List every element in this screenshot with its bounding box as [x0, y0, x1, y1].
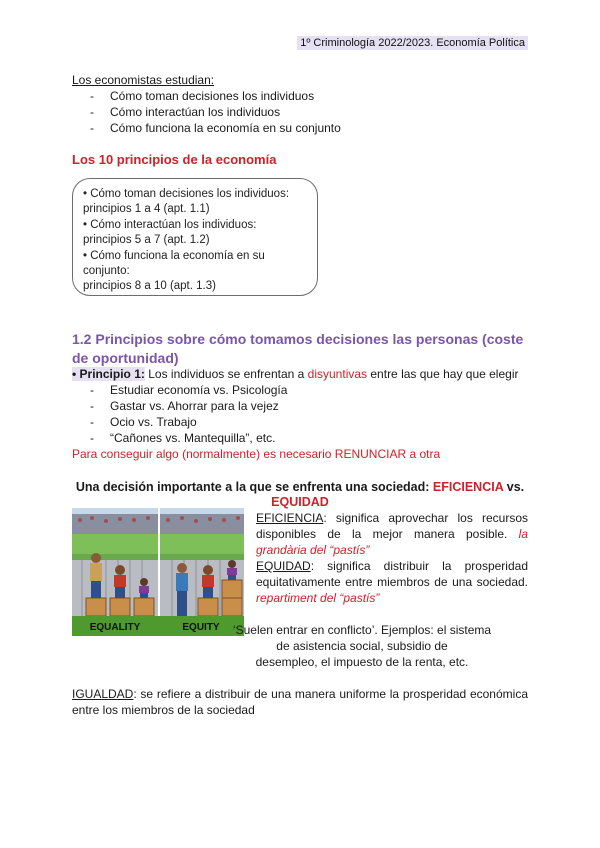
decision-title [72, 480, 528, 510]
equality-equity-illustration [72, 508, 244, 636]
igualdad-def: : se refiere a distribuir de una manera uniforme la prosperidad económica entre los miembros de la sociedad [72, 687, 528, 717]
equity-label: EQUITY [182, 622, 220, 633]
decision-title-vs: vs. [503, 480, 525, 494]
list-item: - Estudiar economía vs. Psicología [90, 382, 542, 398]
intro-list [72, 88, 532, 136]
definitions-block [256, 510, 528, 606]
conflict-note [190, 622, 534, 670]
conflict-line: de asistencia social, subsidio de [276, 639, 448, 653]
eficiencia-catalan: la grandària del “pastís” [256, 527, 528, 557]
equidad-definition [256, 558, 528, 606]
principles-heading: Los 10 principios de la economía [72, 152, 277, 167]
igualdad-term: IGUALDAD [72, 687, 134, 701]
eficiencia-term: EFICIENCIA [256, 511, 324, 525]
principles-summary-box [72, 178, 318, 296]
equidad-term: EQUIDAD [256, 559, 311, 573]
section-1-2-heading: 1.2 Principios sobre cómo tomamos decisiones las personas (coste de oportunidad) [72, 331, 524, 366]
decision-title-equidad: EQUIDAD [271, 495, 329, 509]
principle-1-text-end: entre las que hay que elegir [367, 367, 519, 381]
intro-block [72, 72, 532, 136]
box-line: • Cómo interactúan los individuos: [83, 218, 257, 231]
course-header-tag: 1º Criminología 2022/2023. Economía Política [297, 36, 528, 50]
list-item: - Cómo interactúan los individuos [90, 104, 532, 120]
decision-title-eficiencia: EFICIENCIA [432, 480, 504, 494]
examples-list [72, 382, 542, 446]
equidad-catalan: repartiment del “pastís” [256, 591, 380, 605]
equidad-def: : significa distribuir la prosperidad equitativamente entre miembros de una sociedad. [256, 559, 528, 589]
box-line: principios 5 a 7 (apt. 1.2) [83, 234, 210, 247]
list-item: - Ocio vs. Trabajo [90, 414, 542, 430]
eficiencia-def: : significa aprovechar los recursos disponibles de la mejor manera posible. [256, 511, 528, 541]
box-line: • Cómo funciona la economía en su [83, 249, 265, 262]
decision-title-prefix: Una decisión importante a la que se enfrenta una sociedad: [75, 480, 433, 494]
list-item: - Cómo toman decisiones los individuos [90, 88, 532, 104]
box-line: principios 1 a 4 (apt. 1.1) [83, 203, 210, 216]
igualdad-definition [72, 686, 528, 718]
conflict-line: ‘Suelen entrar en conflicto’. Ejemplos: el sistema [232, 623, 492, 637]
list-item: - Gastar vs. Ahorrar para la vejez [90, 398, 542, 414]
renounce-note: Para conseguir algo (normalmente) es necesario RENUNCIAR a otra [72, 447, 441, 461]
box-line: principios 8 a 10 (apt. 1.3) [83, 280, 216, 293]
principle-1-text: Los individuos se enfrentan a [144, 367, 308, 381]
equality-label: EQUALITY [89, 622, 141, 633]
principle-1-label: Principio 1: [79, 367, 145, 381]
list-item: - Cómo funciona la economía en su conjunto [90, 120, 532, 136]
disyuntivas-term: disyuntivas [307, 367, 368, 381]
principle-1-block [72, 366, 542, 462]
eficiencia-definition [256, 510, 528, 558]
principle-1-bullet: • [72, 367, 77, 381]
box-line: conjunto: [83, 265, 130, 278]
list-item: - “Cañones vs. Mantequilla”, etc. [90, 430, 542, 446]
equality-equity-svg [72, 508, 244, 636]
conflict-line: desempleo, el impuesto de la renta, etc. [255, 655, 469, 669]
intro-heading: Los economistas estudian: [72, 73, 215, 87]
principle-1-line [72, 366, 542, 382]
box-line: • Cómo toman decisiones los individuos: [83, 188, 290, 200]
